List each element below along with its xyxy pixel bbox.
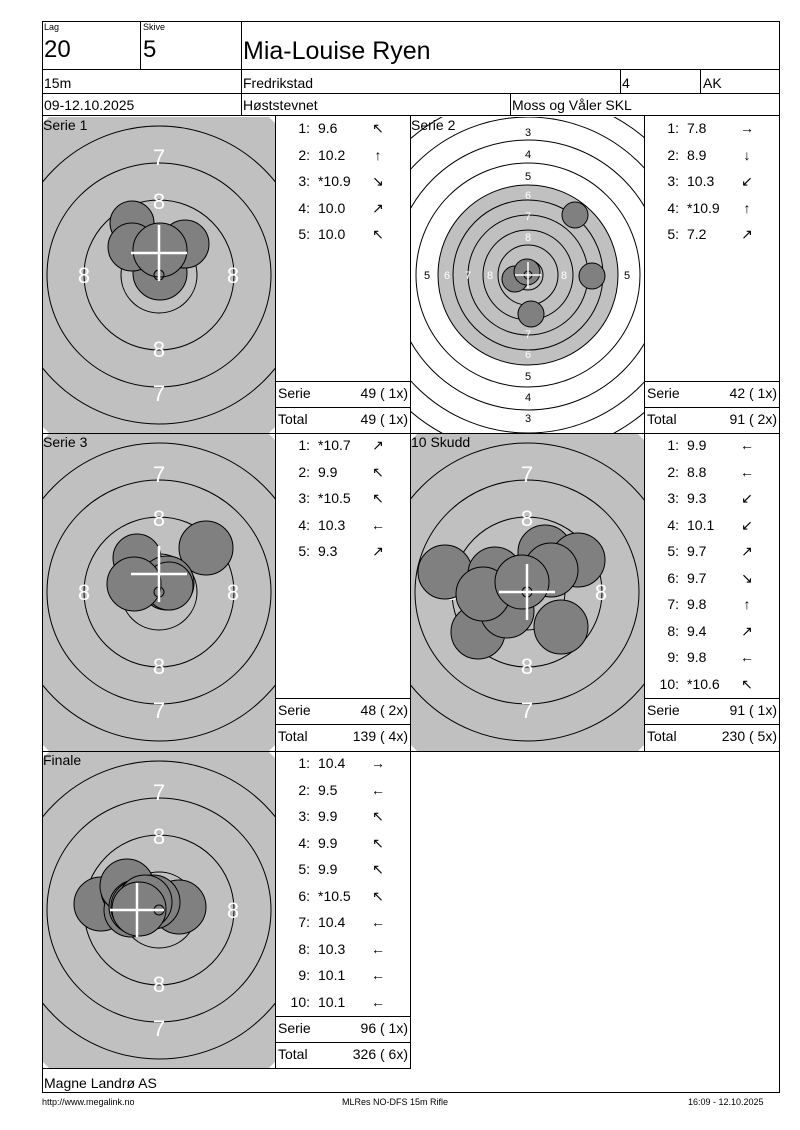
full-ring-8-top: 8 (524, 232, 532, 244)
shot-number: 5: (298, 861, 310, 877)
shot-row (280, 994, 408, 1012)
full-ring-5-right: 5 (623, 270, 631, 282)
total-value: 326 ( 6x) (352, 1046, 408, 1062)
footer-software: MLRes NO-DFS 15m Rifle (342, 1097, 449, 1107)
shot-row (649, 676, 777, 694)
shot-hole-1 (579, 263, 605, 289)
ring-label-8right: 8 (226, 580, 240, 605)
shot-direction-icon: ↗ (372, 199, 384, 216)
shot-direction-icon: ↑ (743, 199, 751, 216)
series-title-4: 10 Skudd (411, 434, 471, 450)
ring-label-bottom: 7 (520, 698, 534, 723)
shot-number: 2: (298, 781, 310, 798)
shot-number: 2: (667, 146, 679, 163)
shot-number: 10: (659, 675, 679, 692)
header-vline-2 (241, 21, 242, 116)
shot-score: 9.6 (318, 120, 338, 136)
shot-direction-icon: ↗ (741, 543, 753, 559)
shot-row (649, 226, 777, 244)
shot-direction-icon: ↑ (743, 596, 751, 612)
shot-number: 5: (298, 226, 310, 242)
shot-list-finale (280, 755, 410, 1025)
shot-direction-icon: ↙ (741, 490, 753, 506)
ring-label-8bottom: 8 (152, 654, 166, 679)
ring-label-bottom: 7 (152, 698, 166, 723)
full-ring-7-top: 7 (524, 211, 532, 223)
series-title-5: Finale (43, 752, 82, 768)
shot-score: 10.1 (687, 516, 715, 533)
header-divider-2 (42, 93, 780, 94)
shot-row (280, 464, 408, 482)
shot-score: 9.9 (318, 808, 338, 824)
shot-score: *10.9 (687, 199, 720, 216)
shot-score: 10.0 (318, 199, 346, 216)
shot-direction-icon: ↗ (741, 226, 753, 242)
sum-line (644, 407, 779, 408)
header-vline-4 (700, 69, 701, 94)
skive-value: 5 (143, 36, 157, 63)
shot-row (280, 226, 408, 244)
shot-hole-4 (514, 259, 540, 285)
shot-score: 10.4 (318, 914, 346, 930)
ring-label-8bottom: 8 (152, 337, 166, 362)
shot-row (280, 835, 408, 853)
event-name: Høststevnet (243, 97, 318, 113)
shot-row (280, 147, 408, 165)
serie-label: Serie (278, 385, 311, 401)
shot-score: 10.3 (318, 516, 346, 533)
ring-label-top: 7 (152, 780, 166, 805)
sum-line (275, 698, 410, 699)
shot-score: 10.1 (318, 967, 346, 983)
shot-score: 8.8 (687, 463, 707, 480)
shot-score: 9.9 (318, 834, 338, 851)
serie-value: 96 ( 1x) (360, 1020, 408, 1036)
shot-number: 7: (667, 596, 679, 612)
footer-url[interactable]: http://www.megalink.no (42, 1097, 135, 1107)
shot-score: 10.1 (318, 993, 346, 1010)
shot-score: 7.8 (687, 120, 707, 136)
shot-row (280, 755, 408, 773)
header-divider-1 (42, 69, 780, 70)
shooter-name: Mia-Louise Ryen (243, 37, 431, 65)
ring-label-8top: 8 (152, 189, 166, 214)
shot-direction-icon: ↘ (372, 173, 384, 189)
shot-direction-icon: → (740, 120, 754, 136)
shot-row (280, 808, 408, 826)
series-title-3: Serie 3 (43, 434, 88, 450)
shot-number: 4: (667, 516, 679, 533)
header-vline-5 (510, 93, 511, 116)
shot-score: 10.3 (318, 940, 346, 957)
total-value: 49 ( 1x) (360, 411, 408, 427)
shot-direction-icon: ← (371, 516, 385, 533)
shot-score: 9.8 (687, 596, 707, 612)
shot-score: 10.0 (318, 226, 346, 242)
ring-label-top: 7 (152, 145, 166, 170)
shot-score: *10.7 (318, 437, 351, 453)
target-serie-1 (43, 117, 275, 433)
ring-label-8right: 8 (594, 580, 608, 605)
shot-score: 9.3 (687, 490, 707, 506)
total-label: Total (647, 411, 677, 427)
grid-col-3 (644, 116, 645, 752)
shot-direction-icon: ↗ (741, 622, 753, 639)
shot-number: 1: (298, 120, 310, 136)
shot-direction-icon: → (371, 755, 385, 771)
grid-col-1 (275, 116, 276, 1068)
header-vline-1 (140, 21, 141, 70)
shot-row (649, 570, 777, 588)
shot-direction-icon: ↖ (741, 675, 753, 692)
shot-direction-icon: ↓ (743, 146, 751, 163)
sum-line (275, 407, 410, 408)
shot-direction-icon: ← (740, 437, 754, 453)
footer-printed: 16:09 - 12.10.2025 (688, 1097, 764, 1107)
shot-score: *10.5 (318, 887, 351, 904)
company-name: Magne Landrø AS (44, 1075, 157, 1091)
shot-number: 6: (298, 887, 310, 904)
shot-score: 9.9 (687, 437, 707, 453)
shot-row (649, 649, 777, 667)
total-value: 91 ( 2x) (729, 411, 777, 427)
serie-value: 42 ( 1x) (729, 385, 777, 401)
shot-direction-icon: ↙ (741, 173, 753, 189)
shot-score: *10.5 (318, 490, 351, 506)
full-ring-6-left: 6 (443, 270, 451, 282)
class-code: AK (703, 75, 722, 91)
target-serie-2 (411, 117, 644, 433)
lag-label: Lag (44, 22, 60, 32)
shot-row (649, 437, 777, 455)
shot-list-serie-3 (280, 437, 410, 697)
shot-hole-5 (107, 557, 161, 611)
shot-score: *10.6 (687, 675, 720, 692)
shot-row (280, 967, 408, 985)
shot-row (280, 782, 408, 800)
shot-number: 4: (298, 199, 310, 216)
ring-label-8top: 8 (152, 506, 166, 531)
club-city: Fredrikstad (243, 75, 314, 91)
total-value: 230 ( 5x) (721, 728, 777, 744)
shot-hole-6 (534, 600, 588, 654)
shot-number: 4: (298, 834, 310, 851)
shot-row (280, 173, 408, 191)
total-label: Total (647, 728, 677, 744)
shot-number: 3: (298, 808, 310, 824)
lag-value: 20 (44, 36, 71, 63)
full-ring-7-bottom: 7 (524, 329, 532, 341)
shot-row (280, 437, 408, 455)
grid-row-4 (42, 1092, 780, 1093)
ring-label-8top: 8 (520, 506, 534, 531)
ring-label-8left: 8 (77, 263, 91, 288)
shot-score: 7.2 (687, 226, 707, 242)
shot-direction-icon: ↖ (372, 490, 384, 506)
sum-line (275, 1042, 410, 1043)
shot-hole-2 (518, 301, 544, 327)
target-finale (43, 752, 275, 1068)
shot-row (649, 200, 777, 218)
total-label: Total (278, 1046, 308, 1062)
skive-label: Skive (143, 22, 166, 32)
shot-row (649, 517, 777, 535)
shot-number: 1: (667, 120, 679, 136)
full-ring-6-bottom: 6 (524, 349, 532, 361)
grid-right (779, 116, 780, 1092)
full-ring-5-left: 5 (423, 270, 431, 282)
shot-score: 8.9 (687, 146, 707, 163)
shot-row (280, 941, 408, 959)
shot-direction-icon: ← (371, 940, 385, 957)
shot-hole-5 (562, 202, 588, 228)
full-ring-5-bottom: 5 (524, 371, 532, 383)
sum-line (644, 724, 779, 725)
full-ring-3-bottom: 3 (524, 413, 532, 425)
sum-line (644, 698, 779, 699)
shot-number: 1: (667, 437, 679, 453)
shot-row (280, 490, 408, 508)
full-ring-5-top: 5 (524, 171, 532, 183)
shot-direction-icon: ← (740, 649, 754, 665)
shot-direction-icon: ↖ (372, 120, 384, 136)
shot-row (649, 596, 777, 614)
serie-label: Serie (647, 385, 680, 401)
shot-score: 9.8 (687, 649, 707, 665)
shot-row (280, 543, 408, 561)
shot-row (280, 120, 408, 138)
ring-label-8bottom: 8 (520, 654, 534, 679)
shot-number: 6: (667, 569, 679, 586)
sum-line (275, 381, 410, 382)
shot-row (280, 200, 408, 218)
distance: 15m (44, 75, 72, 91)
shot-number: 5: (667, 543, 679, 559)
shot-number: 3: (298, 490, 310, 506)
ring-label-8right: 8 (226, 898, 240, 923)
ring-label-top: 7 (152, 462, 166, 487)
shot-direction-icon: ← (371, 993, 385, 1010)
shot-direction-icon: ← (371, 781, 385, 798)
serie-label: Serie (278, 702, 311, 718)
shot-score: 9.3 (318, 543, 338, 559)
full-ring-8-left: 8 (486, 270, 494, 282)
shot-direction-icon: ↖ (372, 463, 384, 480)
shot-number: 1: (298, 437, 310, 453)
shot-hole-10 (495, 555, 549, 609)
full-ring-8-right: 8 (560, 270, 568, 282)
full-ring-4-bottom: 4 (524, 392, 532, 404)
shot-number: 2: (298, 463, 310, 480)
shot-direction-icon: ↖ (372, 887, 384, 904)
shot-number: 2: (298, 146, 310, 163)
shot-direction-icon: ↖ (372, 834, 384, 851)
shot-number: 10: (290, 993, 310, 1010)
full-ring-7-left: 7 (464, 270, 472, 282)
shot-row (649, 147, 777, 165)
shot-number: 4: (298, 516, 310, 533)
serie-value: 48 ( 2x) (360, 702, 408, 718)
shot-row (649, 490, 777, 508)
shot-direction-icon: ↖ (372, 226, 384, 242)
shot-direction-icon: ↖ (372, 861, 384, 877)
shot-number: 3: (667, 490, 679, 506)
target-serie-3 (43, 434, 275, 751)
grid-row-3 (42, 1068, 411, 1069)
total-label: Total (278, 728, 308, 744)
shot-score: 10.2 (318, 146, 346, 163)
sum-line (275, 724, 410, 725)
shot-list-serie-2 (649, 120, 779, 380)
shot-score: 9.5 (318, 781, 338, 798)
shot-direction-icon: ↑ (374, 146, 382, 163)
shot-score: 9.9 (318, 463, 338, 480)
shot-list-10-skudd (649, 437, 779, 707)
shot-number: 9: (667, 649, 679, 665)
shot-direction-icon: ↙ (741, 516, 753, 533)
shot-score: 9.9 (318, 861, 338, 877)
shot-score: 9.4 (687, 622, 707, 639)
shot-number: 3: (667, 173, 679, 189)
serie-label: Serie (647, 702, 680, 718)
shot-direction-icon: ← (371, 914, 385, 930)
sum-line (644, 381, 779, 382)
event-date: 09-12.10.2025 (44, 97, 135, 113)
shot-number: 5: (667, 226, 679, 242)
ring-label-top: 7 (520, 462, 534, 487)
shot-row (280, 861, 408, 879)
shot-number: 2: (667, 463, 679, 480)
shot-number: 3: (298, 173, 310, 189)
ring-label-8bottom: 8 (152, 972, 166, 997)
shot-number: 7: (298, 914, 310, 930)
serie-value: 49 ( 1x) (360, 385, 408, 401)
shot-row (649, 623, 777, 641)
shot-score: 9.7 (687, 543, 707, 559)
shot-direction-icon: ↗ (372, 437, 384, 453)
shot-number: 8: (298, 940, 310, 957)
shot-direction-icon: ↘ (741, 569, 753, 586)
full-ring-3-top: 3 (524, 127, 532, 139)
shot-number: 5: (298, 543, 310, 559)
total-value: 139 ( 4x) (352, 728, 408, 744)
shot-score: 9.7 (687, 569, 707, 586)
ring-label-8right: 8 (226, 263, 240, 288)
shot-direction-icon: ← (740, 463, 754, 480)
ring-label-8top: 8 (152, 824, 166, 849)
shot-row (649, 120, 777, 138)
ring-label-bottom: 7 (152, 381, 166, 406)
shot-row (280, 888, 408, 906)
shot-row (280, 914, 408, 932)
ring-label-bottom: 7 (152, 1016, 166, 1041)
sum-line (275, 1016, 410, 1017)
shot-score: *10.9 (318, 173, 351, 189)
total-label: Total (278, 411, 308, 427)
shot-direction-icon: ← (371, 967, 385, 983)
shot-row (649, 543, 777, 561)
full-ring-4-top: 4 (524, 149, 532, 161)
ring-label-8left: 8 (77, 580, 91, 605)
full-ring-6-top: 6 (524, 190, 532, 202)
shot-list-serie-1 (280, 120, 410, 380)
series-title-1: Serie 1 (43, 117, 88, 133)
host-club: Moss og Våler SKL (512, 97, 632, 113)
class-number: 4 (622, 75, 630, 91)
shot-direction-icon: ↗ (372, 543, 384, 559)
shot-number: 1: (298, 755, 310, 771)
serie-label: Serie (278, 1020, 311, 1036)
shot-score: 10.3 (687, 173, 715, 189)
shot-direction-icon: ↖ (372, 808, 384, 824)
shot-row (280, 517, 408, 535)
serie-value: 91 ( 1x) (729, 702, 777, 718)
target-10-skudd (411, 434, 644, 751)
header-vline-3 (620, 69, 621, 94)
shot-score: 10.4 (318, 755, 346, 771)
shot-number: 8: (667, 622, 679, 639)
shot-row (649, 464, 777, 482)
shot-number: 4: (667, 199, 679, 216)
series-title-2: Serie 2 (411, 117, 456, 133)
shot-number: 9: (298, 967, 310, 983)
shot-row (649, 173, 777, 191)
